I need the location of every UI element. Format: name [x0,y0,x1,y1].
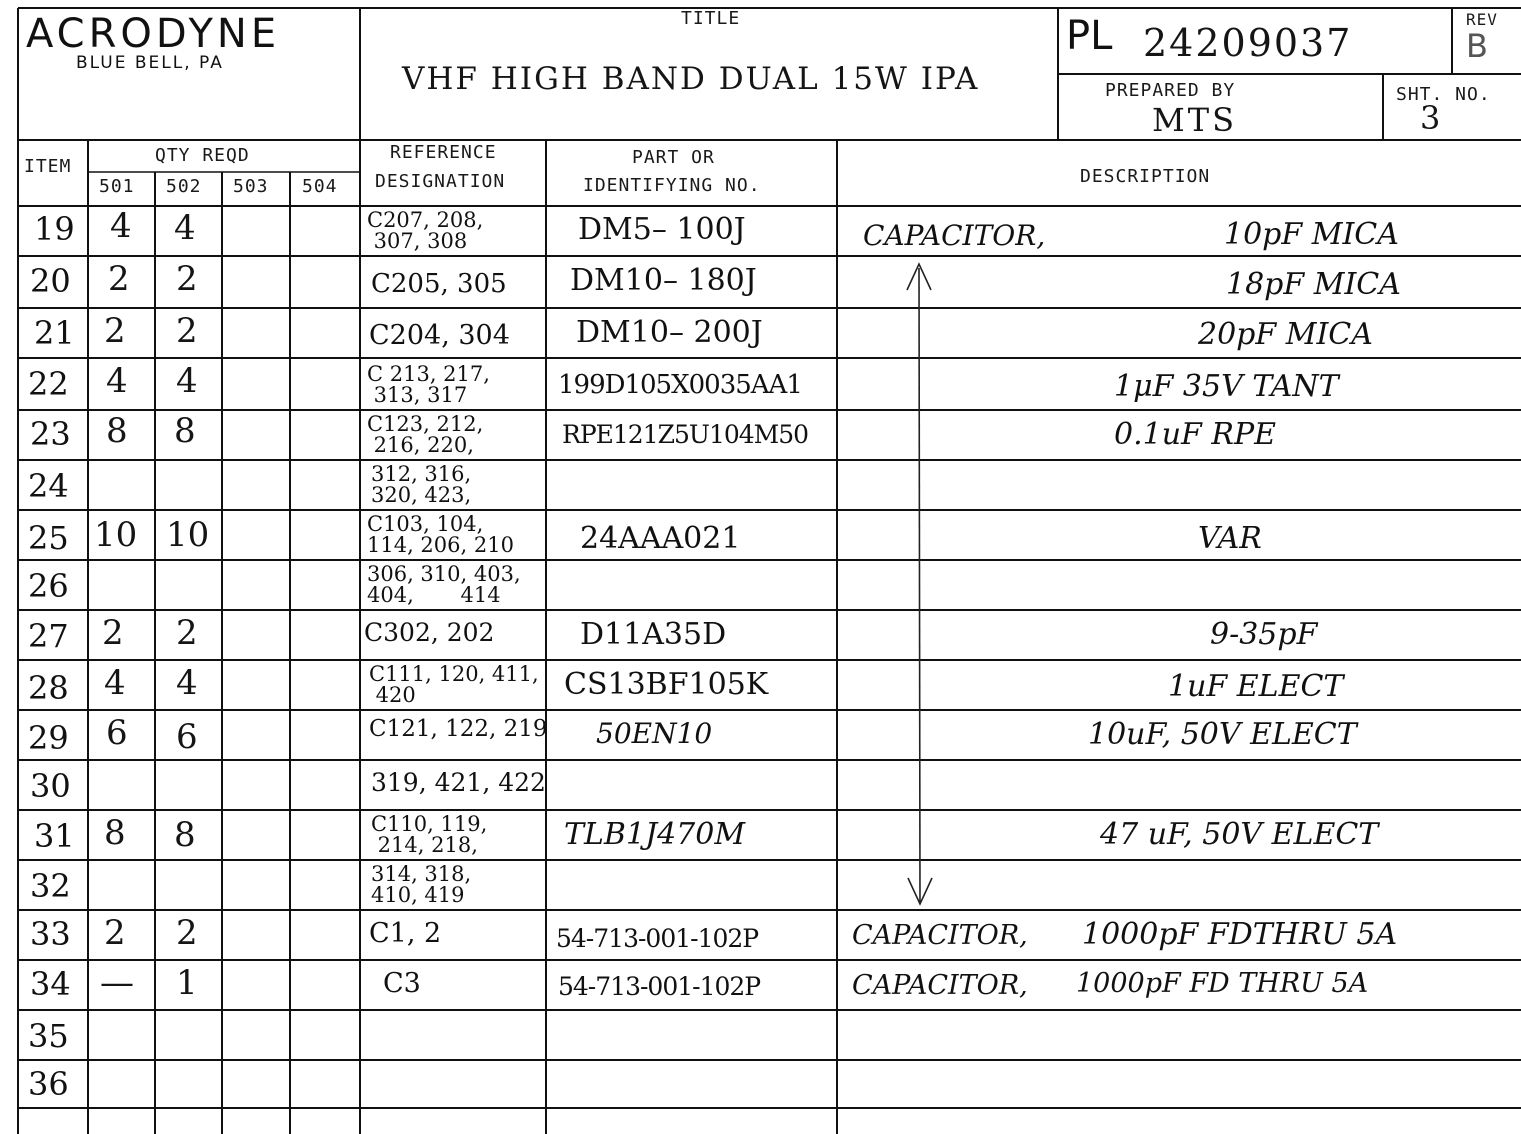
row-23-qty-502: 8 [174,411,196,451]
row-27-qty-502: 2 [176,613,198,653]
row-29-desc-right: 10uF, 50V ELECT [1088,717,1357,752]
row-26-item: 26 [28,567,69,605]
row-31-item: 31 [34,817,75,855]
row-32-reference: 314, 318, 410, 419 [371,862,472,907]
row-21-qty-501: 2 [104,311,126,351]
row-34-desc-right: 1000pF FD THRU 5A [1076,968,1369,999]
drawing-title: VHF HIGH BAND DUAL 15W IPA [402,61,980,97]
row-22-qty-502: 4 [176,361,198,401]
row-20-reference: C205, 305 [371,269,507,299]
row-20-item: 20 [30,262,71,300]
row-32-item: 32 [30,867,71,905]
company-location: BLUE BELL, PA [76,53,224,73]
row-19-desc-left: CAPACITOR, [863,219,1046,252]
row-34-reference: C3 [383,968,421,999]
row-25-reference: C103, 104, 114, 206, 210 [367,512,514,557]
col-part-header-1: PART OR [632,147,715,168]
row-24-item: 24 [28,467,69,505]
row-23-qty-501: 8 [106,411,128,451]
sheet-label: SHT. NO. [1396,84,1491,105]
row-25-part-number: 24AAA021 [580,521,741,556]
row-33-qty-501: 2 [104,913,126,953]
row-27-desc-right: 9-35pF [1210,617,1318,652]
row-19-item: 19 [34,210,75,248]
row-23-part-number: RPE121Z5U104M50 [562,420,809,449]
row-22-item: 22 [28,365,69,403]
col-qty-reqd-header: QTY REQD [155,145,250,166]
row-34-item: 34 [30,965,71,1003]
col-qty-504: 504 [302,176,338,197]
row-28-qty-501: 4 [104,663,126,703]
company-logo: ACRODYNE [26,11,281,57]
title-label: TITLE [681,8,741,29]
row-21-part-number: DM10– 200J [576,315,763,350]
col-item-header: ITEM [24,156,72,177]
row-23-reference: C123, 212, 216, 220, [367,412,484,457]
prepared-by-value: MTS [1152,101,1238,139]
row-25-qty-502: 10 [166,515,210,555]
col-ref-header-2: DESIGNATION [375,171,506,192]
row-30-item: 30 [30,767,71,805]
row-22-reference: C 213, 217, 313, 317 [367,362,490,407]
row-22-desc-right: 1μF 35V TANT [1114,369,1339,404]
row-28-qty-502: 4 [176,663,198,703]
rev-value: B [1466,27,1488,65]
row-35-item: 35 [28,1017,69,1055]
row-29-reference: C121, 122, 219 [369,716,548,742]
row-28-desc-right: 1uF ELECT [1168,669,1344,704]
row-28-item: 28 [28,669,69,707]
row-20-qty-501: 2 [108,259,130,299]
row-25-item: 25 [28,519,69,557]
row-33-item: 33 [30,915,71,953]
row-33-reference: C1, 2 [369,918,442,949]
col-qty-501: 501 [99,176,135,197]
row-34-desc-left: CAPACITOR, [852,970,1028,1001]
row-19-qty-502: 4 [174,208,196,248]
row-29-qty-502: 6 [176,717,198,757]
row-19-part-number: DM5– 100J [578,212,746,247]
row-27-qty-501: 2 [102,613,124,653]
row-31-reference: C110, 119, 214, 218, [371,812,488,857]
row-36-item: 36 [28,1065,69,1103]
row-22-qty-501: 4 [106,361,128,401]
row-29-part-number: 50EN10 [596,717,713,750]
col-qty-502: 502 [166,176,202,197]
row-22-part-number: 199D105X0035AA1 [558,370,802,400]
rev-label: REV [1466,10,1498,29]
row-19-desc-right: 10pF MICA [1224,217,1399,252]
row-28-reference: C111, 120, 411, 420 [369,662,539,707]
row-21-desc-right: 20pF MICA [1198,317,1373,352]
col-description-header: DESCRIPTION [1080,166,1211,187]
row-27-item: 27 [28,617,69,655]
pl-prefix: PL [1066,13,1113,59]
pl-number: 24209037 [1143,21,1353,65]
row-33-desc-left: CAPACITOR, [852,920,1028,951]
row-20-desc-right: 18pF MICA [1226,267,1401,302]
row-33-desc-right: 1000pF FDTHRU 5A [1082,917,1398,952]
row-31-qty-501: 8 [104,813,126,853]
row-23-item: 23 [30,415,71,453]
row-25-desc-right: VAR [1198,521,1262,556]
row-25-qty-501: 10 [94,515,138,555]
sheet-number: 3 [1420,99,1441,137]
row-33-part-number: 54-713-001-102P [556,924,759,953]
row-20-qty-502: 2 [176,259,198,299]
row-20-part-number: DM10– 180J [570,263,757,298]
row-23-desc-right: 0.1uF RPE [1114,417,1277,452]
row-34-part-number: 54-713-001-102P [558,972,761,1001]
row-30-reference: 319, 421, 422 [371,768,546,797]
row-27-reference: C302, 202 [364,618,495,647]
row-34-qty-502: 1 [176,963,198,1003]
col-qty-503: 503 [233,176,269,197]
row-33-qty-502: 2 [176,913,198,953]
row-28-part-number: CS13BF105K [564,667,769,702]
row-31-part-number: TLB1J470M [564,817,746,852]
col-part-header-2: IDENTIFYING NO. [583,175,761,196]
row-31-qty-502: 8 [174,815,196,855]
row-31-desc-right: 47 uF, 50V ELECT [1100,817,1379,852]
row-19-qty-501: 4 [110,206,132,246]
row-29-item: 29 [28,719,69,757]
row-21-qty-502: 2 [176,311,198,351]
prepared-by-label: PREPARED BY [1105,80,1236,101]
row-21-item: 21 [34,314,75,352]
row-29-qty-501: 6 [106,713,128,753]
row-24-reference: 312, 316, 320, 423, [371,462,472,507]
row-26-reference: 306, 310, 403, 404, 414 [367,562,521,607]
row-21-reference: C204, 304 [369,320,510,351]
col-ref-header-1: REFERENCE [390,142,497,163]
row-27-part-number: D11A35D [580,617,727,652]
row-19-reference: C207, 208, 307, 308 [367,208,484,253]
row-34-qty-501: — [100,963,134,1003]
